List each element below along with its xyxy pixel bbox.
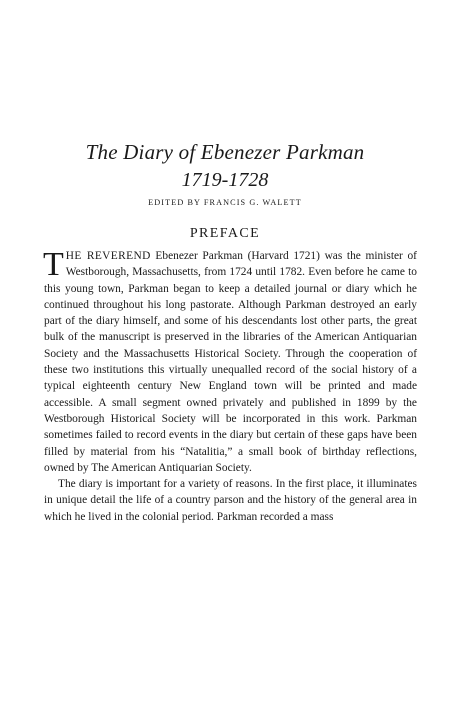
- drop-cap: T: [43, 246, 64, 283]
- document-title: The Diary of Ebenezer Parkman: [85, 140, 365, 164]
- preface-heading: PREFACE: [189, 226, 261, 241]
- paragraph-1: [44, 248, 417, 476]
- editor-byline: EDITED BY FRANCIS G. WALETT: [148, 198, 302, 207]
- paragraph-lead: HE REVEREND: [65, 250, 151, 262]
- paragraph-1-text: Ebenezer Parkman (Harvard 1721) was the minister of Westborough, Massachusetts, from 1724 until 1782. Even before he came to this young town, Parkman began to keep a detailed journal or diary which he continued throughout his long pastorate. Although Parkman destroyed an early part of the diary himself, and some of his descendants lost other parts, the great bulk of the manuscript is preserved in the libraries of the American Antiquarian Society and the Massachusetts Historical Society. Through the cooperation of these two institutions this virtually unequalled record of the social history of a typical eighteenth century New England town will be printed and made accessible. A small segment owned privately and published in 1899 by the Westborough Historical Society will be incorporated in this work. Parkman sometimes failed to record events in the diary but certain of these gaps have been filled by material from his “Natalitia,” a small book of birthday reflections, owned by The American Antiquarian Society.: [44, 250, 417, 474]
- preface-body: [44, 248, 417, 525]
- document-years: 1719-1728: [181, 169, 269, 191]
- paragraph-2-text: The diary is important for a variety of reasons. In the first place, it illuminates in unique detail the life of a country parson and the history of the general area in which he lived in the colonial period. Parkman recorded a mass: [44, 478, 417, 523]
- paragraph-2: [44, 476, 417, 525]
